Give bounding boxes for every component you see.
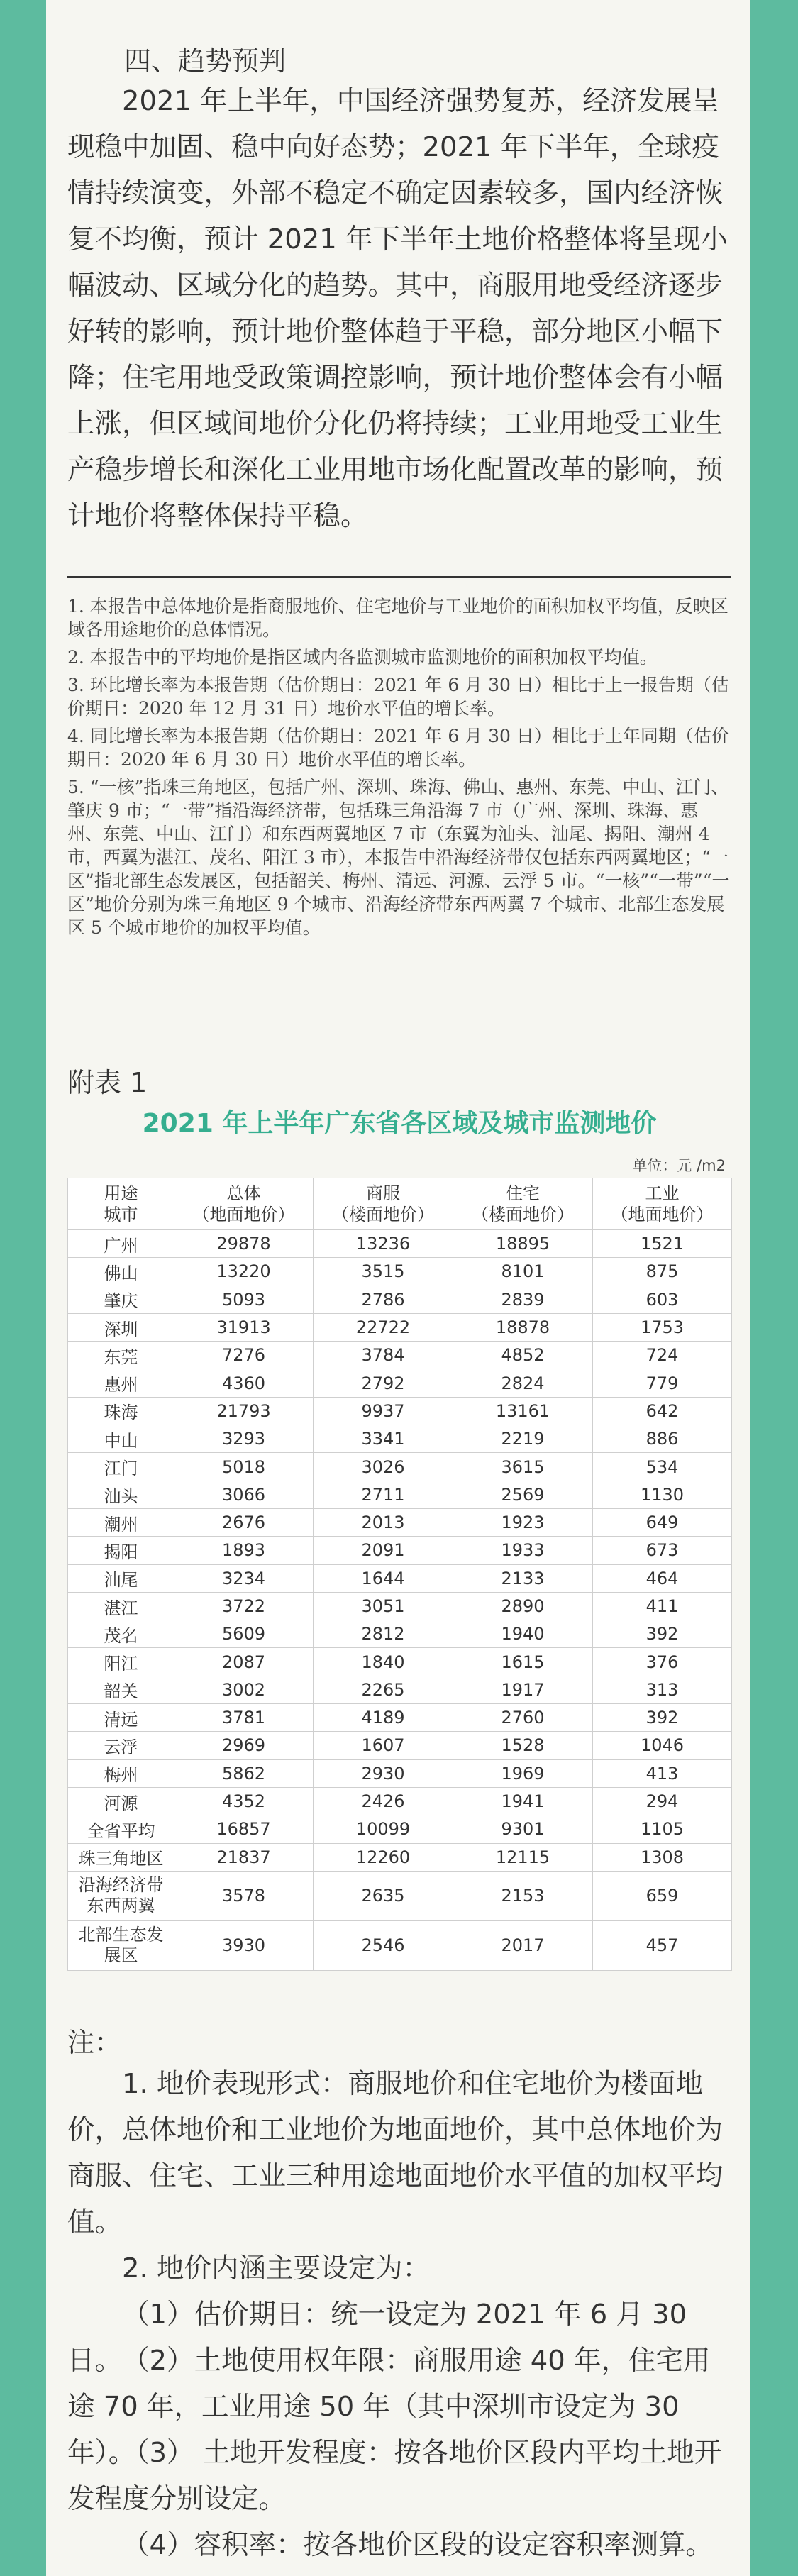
- cell-commercial: 1840: [314, 1648, 453, 1676]
- cell-residential: 2760: [453, 1704, 593, 1732]
- notes-block: [67, 595, 731, 944]
- cell-commercial: 2091: [314, 1537, 453, 1564]
- cell-total: 4360: [174, 1369, 314, 1397]
- document-page: [46, 0, 750, 2576]
- cell-commercial: 3341: [314, 1425, 453, 1453]
- cell-commercial: 9937: [314, 1397, 453, 1425]
- note-item: 4. 同比增长率为本报告期（估价期日：2021 年 6 月 30 日）相比于上年同期（估价期日：2020 年 6 月 30 日）地价水平值的增长率。: [67, 726, 729, 770]
- cell-city: 全省平均: [68, 1815, 174, 1843]
- cell-commercial: 3051: [314, 1592, 453, 1620]
- cell-residential: 2219: [453, 1425, 593, 1453]
- cell-total: 3002: [174, 1676, 314, 1703]
- cell-commercial: 2013: [314, 1508, 453, 1536]
- trend-paragraph: 2021 年上半年，中国经济强势复苏，经济发展呈现稳中加固、稳中向好态势；2021 年下半年，全球疫情持续演变，外部不稳定不确定因素较多，国内经济恢复不均衡，预计 2021 年下半年土地价格整体将呈现小幅波动、区域分化的趋势。其中，商服用地受经济逐步好转的影响，预计地价整体趋于平稳，部分地区小幅下降；住宅用地受政策调控影响，预计地价整体会有小幅上涨，但区域间地价分化仍将持续；工业用地受工业生产稳步增长和深化工业用地市场化配置改革的影响，预计地价将整体保持平稳。: [67, 85, 728, 532]
- cell-residential: 18895: [453, 1230, 593, 1258]
- table-row: [68, 1732, 732, 1759]
- cell-residential: 2153: [453, 1871, 593, 1920]
- cell-industrial: 642: [593, 1397, 732, 1425]
- cell-residential: 9301: [453, 1815, 593, 1843]
- cell-residential: 2017: [453, 1920, 593, 1970]
- table-row: [68, 1620, 732, 1648]
- cell-total: 13220: [174, 1258, 314, 1286]
- table-header-row: [68, 1178, 732, 1230]
- cell-residential: 1923: [453, 1508, 593, 1536]
- cell-city: 江门: [68, 1453, 174, 1481]
- cell-industrial: 1308: [593, 1843, 732, 1871]
- cell-commercial: 3026: [314, 1453, 453, 1481]
- cell-city: 清远: [68, 1704, 174, 1732]
- unit-label: 单位：元 /m2: [632, 1157, 726, 1174]
- cell-commercial: 2546: [314, 1920, 453, 1970]
- footnote-paragraph: （1）估价期日：统一设定为 2021 年 6 月 30 日。: [67, 2299, 687, 2377]
- cell-commercial: 4189: [314, 1704, 453, 1732]
- cell-total: 5862: [174, 1759, 314, 1787]
- cell-residential: 1941: [453, 1787, 593, 1815]
- cell-industrial: 392: [593, 1704, 732, 1732]
- cell-industrial: 724: [593, 1342, 732, 1369]
- notes-divider: [67, 576, 731, 578]
- cell-industrial: 886: [593, 1425, 732, 1453]
- cell-industrial: 1130: [593, 1481, 732, 1508]
- cell-residential: 12115: [453, 1843, 593, 1871]
- cell-total: 7276: [174, 1342, 314, 1369]
- appendix-label: 附表 1: [67, 1067, 148, 1098]
- cell-total: 21837: [174, 1843, 314, 1871]
- cell-total: 3781: [174, 1704, 314, 1732]
- table-row: [68, 1258, 732, 1286]
- cell-city: 深圳: [68, 1313, 174, 1341]
- cell-city: 汕尾: [68, 1564, 174, 1592]
- cell-residential: 1615: [453, 1648, 593, 1676]
- cell-commercial: 1607: [314, 1732, 453, 1759]
- cell-city: 潮州: [68, 1508, 174, 1536]
- footnote-label: 注：: [67, 2027, 122, 2058]
- table-row: [68, 1592, 732, 1620]
- cell-city: 阳江: [68, 1648, 174, 1676]
- table-row: [68, 1704, 732, 1732]
- cell-industrial: 603: [593, 1286, 732, 1313]
- cell-residential: 1933: [453, 1537, 593, 1564]
- cell-commercial: 2786: [314, 1286, 453, 1313]
- cell-commercial: 2635: [314, 1871, 453, 1920]
- cell-city: 茂名: [68, 1620, 174, 1648]
- cell-commercial: 2426: [314, 1787, 453, 1815]
- cell-total: 3066: [174, 1481, 314, 1508]
- cell-total: 21793: [174, 1397, 314, 1425]
- note-item: 3. 环比增长率为本报告期（估价期日：2021 年 6 月 30 日）相比于上一报告期（估价期日：2020 年 12 月 31 日）地价水平值的增长率。: [67, 675, 729, 719]
- table-row: [68, 1230, 732, 1258]
- cell-city: 河源: [68, 1787, 174, 1815]
- cell-total: 2969: [174, 1732, 314, 1759]
- cell-commercial: 2711: [314, 1481, 453, 1508]
- cell-industrial: 659: [593, 1871, 732, 1920]
- cell-commercial: 3515: [314, 1258, 453, 1286]
- cell-commercial: 1644: [314, 1564, 453, 1592]
- cell-total: 2676: [174, 1508, 314, 1536]
- cell-city: 珠三角地区: [68, 1843, 174, 1871]
- cell-total: 2087: [174, 1648, 314, 1676]
- cell-residential: 2133: [453, 1564, 593, 1592]
- header-corner: 用途 城市: [68, 1178, 174, 1230]
- table-row: [68, 1759, 732, 1787]
- cell-city: 梅州: [68, 1759, 174, 1787]
- cell-total: 3234: [174, 1564, 314, 1592]
- cell-industrial: 673: [593, 1537, 732, 1564]
- cell-total: 31913: [174, 1313, 314, 1341]
- header-residential: 住宅 （楼面地价）: [453, 1178, 593, 1230]
- table-row: [68, 1843, 732, 1871]
- cell-industrial: 413: [593, 1759, 732, 1787]
- header-commercial: 商服 （楼面地价）: [314, 1178, 453, 1230]
- section-heading: 四、趋势预判: [124, 45, 287, 77]
- cell-total: 16857: [174, 1815, 314, 1843]
- footnote-paragraph: （3） 土地开发程度：按各地价区段内平均土地开发程度分别设定。: [67, 2437, 722, 2515]
- note-item: 1. 本报告中总体地价是指商服地价、住宅地价与工业地价的面积加权平均值，反映区域各用途地价的总体情况。: [67, 596, 728, 640]
- cell-industrial: 392: [593, 1620, 732, 1648]
- cell-city: 东莞: [68, 1342, 174, 1369]
- cell-residential: 2824: [453, 1369, 593, 1397]
- cell-city: 中山: [68, 1425, 174, 1453]
- cell-industrial: 457: [593, 1920, 732, 1970]
- cell-industrial: 313: [593, 1676, 732, 1703]
- cell-residential: 8101: [453, 1258, 593, 1286]
- cell-residential: 3615: [453, 1453, 593, 1481]
- header-total: 总体 （地面地价）: [174, 1178, 314, 1230]
- table-title: 2021 年上半年广东省各区域及城市监测地价: [142, 1109, 657, 1138]
- cell-commercial: 10099: [314, 1815, 453, 1843]
- note-item: 2. 本报告中的平均地价是指区域内各监测城市监测地价的面积加权平均值。: [67, 647, 658, 668]
- cell-industrial: 1753: [593, 1313, 732, 1341]
- cell-commercial: 2792: [314, 1369, 453, 1397]
- cell-residential: 1940: [453, 1620, 593, 1648]
- cell-commercial: 2930: [314, 1759, 453, 1787]
- cell-industrial: 464: [593, 1564, 732, 1592]
- cell-residential: 2890: [453, 1592, 593, 1620]
- cell-industrial: 779: [593, 1369, 732, 1397]
- cell-commercial: 22722: [314, 1313, 453, 1341]
- cell-industrial: 411: [593, 1592, 732, 1620]
- cell-industrial: 376: [593, 1648, 732, 1676]
- cell-industrial: 294: [593, 1787, 732, 1815]
- table-row: [68, 1537, 732, 1564]
- cell-city: 湛江: [68, 1592, 174, 1620]
- cell-city: 北部生态发展区: [68, 1920, 174, 1970]
- cell-commercial: 12260: [314, 1843, 453, 1871]
- table-row: [68, 1397, 732, 1425]
- cell-city: 沿海经济带东西两翼: [68, 1871, 174, 1920]
- cell-industrial: 534: [593, 1453, 732, 1481]
- footnote-paragraph: 2. 地价内涵主要设定为：: [122, 2252, 430, 2284]
- cell-city: 佛山: [68, 1258, 174, 1286]
- table-row: [68, 1508, 732, 1536]
- cell-city: 广州: [68, 1230, 174, 1258]
- cell-residential: 2569: [453, 1481, 593, 1508]
- table-row: [68, 1425, 732, 1453]
- cell-total: 3578: [174, 1871, 314, 1920]
- table-row: [68, 1369, 732, 1397]
- cell-total: 3293: [174, 1425, 314, 1453]
- cell-industrial: 1521: [593, 1230, 732, 1258]
- cell-residential: 4852: [453, 1342, 593, 1369]
- cell-residential: 2839: [453, 1286, 593, 1313]
- cell-commercial: 13236: [314, 1230, 453, 1258]
- table-row: [68, 1481, 732, 1508]
- cell-commercial: 3784: [314, 1342, 453, 1369]
- table-row: [68, 1286, 732, 1313]
- footnote-paragraph: （4）容积率：按各地价区段的设定容积率测算。: [122, 2529, 713, 2561]
- footnote-paragraph: （2）土地使用权年限：商服用途 40 年，住宅用途 70 年，工业用途 50 年（其中深圳市设定为 30 年）。: [67, 2345, 711, 2469]
- table-row: [68, 1342, 732, 1369]
- cell-total: 3930: [174, 1920, 314, 1970]
- cell-residential: 18878: [453, 1313, 593, 1341]
- cell-city: 惠州: [68, 1369, 174, 1397]
- note-item: 5. “一核”指珠三角地区，包括广州、深圳、珠海、佛山、惠州、东莞、中山、江门、肇庆 9 市；“一带”指沿海经济带，包括珠三角沿海 7 市（广州、深圳、珠海、惠州、东莞、中山、江门）和东西两翼地区 7 市（东翼为汕头、汕尾、揭阳、潮州 4 市，西翼为湛江、茂名、阳江 3 市），本报告中沿海经济带仅包括东西两翼地区；“一区”指北部生态发展区，包括韶关、梅州、清远、河源、云浮 5 市。“一核”“一带”“一区”地价分别为珠三角地区 9 个城市、沿海经济带东西两翼 7 个城市、北部生态发展区 5 个城市地价的加权平均值。: [67, 777, 730, 938]
- cell-city: 韶关: [68, 1676, 174, 1703]
- cell-city: 汕头: [68, 1481, 174, 1508]
- table-row: [68, 1787, 732, 1815]
- cell-industrial: 1046: [593, 1732, 732, 1759]
- cell-total: 3722: [174, 1592, 314, 1620]
- cell-city: 珠海: [68, 1397, 174, 1425]
- cell-commercial: 2812: [314, 1620, 453, 1648]
- table-row: [68, 1453, 732, 1481]
- table-row: [68, 1648, 732, 1676]
- cell-commercial: 2265: [314, 1676, 453, 1703]
- cell-industrial: 649: [593, 1508, 732, 1536]
- table-row: [68, 1920, 732, 1970]
- cell-city: 云浮: [68, 1732, 174, 1759]
- land-price-table: [67, 1178, 732, 1971]
- cell-industrial: 875: [593, 1258, 732, 1286]
- cell-industrial: 1105: [593, 1815, 732, 1843]
- table-row: [68, 1564, 732, 1592]
- header-industrial: 工业 （地面地价）: [593, 1178, 732, 1230]
- cell-total: 1893: [174, 1537, 314, 1564]
- cell-residential: 1528: [453, 1732, 593, 1759]
- footnote-paragraph: 1. 地价表现形式：商服地价和住宅地价为楼面地价，总体地价和工业地价为地面地价，其中总体地价为商服、住宅、工业三种用途地面地价水平值的加权平均值。: [67, 2068, 724, 2238]
- cell-city: 揭阳: [68, 1537, 174, 1564]
- cell-total: 4352: [174, 1787, 314, 1815]
- cell-residential: 1969: [453, 1759, 593, 1787]
- cell-city: 肇庆: [68, 1286, 174, 1313]
- cell-residential: 13161: [453, 1397, 593, 1425]
- cell-total: 5093: [174, 1286, 314, 1313]
- table-row: [68, 1676, 732, 1703]
- table-body: [68, 1230, 732, 1971]
- table-row: [68, 1871, 732, 1920]
- table-row: [68, 1313, 732, 1341]
- cell-residential: 1917: [453, 1676, 593, 1703]
- table-row: [68, 1815, 732, 1843]
- cell-total: 29878: [174, 1230, 314, 1258]
- cell-total: 5018: [174, 1453, 314, 1481]
- cell-total: 5609: [174, 1620, 314, 1648]
